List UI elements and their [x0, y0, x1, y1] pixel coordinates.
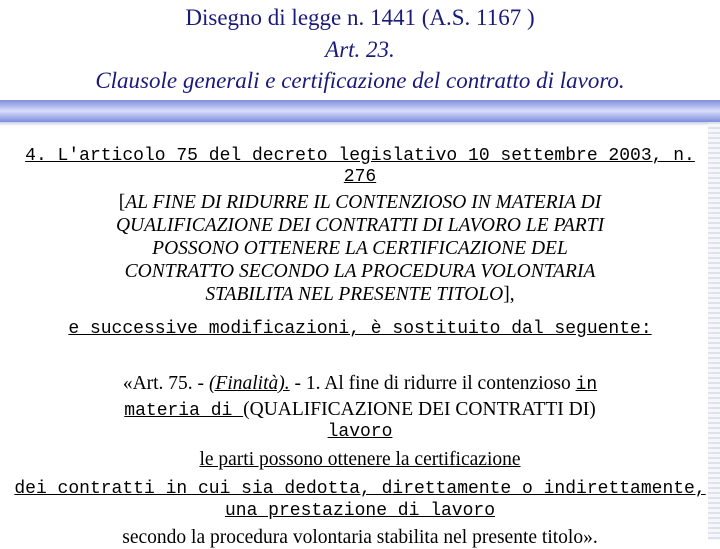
bracket-line-2: QUALIFICAZIONE DEI CONTRATTI DI LAVORO LE PARTI — [115, 215, 605, 236]
intro-line-2: 276 — [343, 167, 377, 187]
bracket-open: [ — [118, 192, 126, 213]
slide-title — [0, 0, 720, 100]
article-number: «Art. 75. - — [122, 373, 209, 394]
bracket-text-1: AL FINE DI RIDURRE IL CONTENZIOSO IN MATERIA DI — [125, 192, 602, 213]
article-line-2 — [0, 399, 720, 422]
article-text-qualificazione: (QUALIFICAZIONE DEI CONTRATTI DI) — [243, 399, 596, 420]
title-line-1: Disegno di legge n. 1441 (A.S. 1167 ) — [185, 5, 535, 30]
successive-modifications: e successive modificazioni, è sostituito dal seguente: — [68, 319, 652, 339]
article-line-6: una prestazione di lavoro — [224, 501, 496, 521]
article-text-1: - 1. Al fine di ridurre il contenzioso — [289, 373, 576, 394]
title-line-2: Art. 23. — [325, 37, 395, 62]
article-line-3: lavoro — [327, 422, 393, 442]
bracket-line-3: POSSONO OTTENERE LA CERTIFICAZIONE DEL — [152, 238, 568, 259]
article-heading: (Finalità). — [208, 373, 290, 394]
bracket-close: ], — [503, 284, 515, 305]
article-line-5: dei contratti in cui sia dedotta, direttamente o indirettamente, — [14, 479, 706, 499]
article-line-4: le parti possono ottenere la certificazione — [199, 449, 521, 470]
title-line-3: Clausole generali e certificazione del contratto di lavoro. — [95, 68, 625, 93]
bracket-line-1 — [0, 192, 720, 214]
intro-line-1: 4. L'articolo 75 del decreto legislativo 10 settembre 2003, n. — [25, 146, 695, 166]
article-text-in: in — [575, 375, 598, 395]
bracket-text-5: STABILITA NEL PRESENTE TITOLO — [205, 284, 504, 305]
article-line-1 — [0, 373, 720, 396]
article-line-7: secondo la procedura volontaria stabilita nel presente titolo». — [122, 527, 598, 548]
bracket-line-4: CONTRATTO SECONDO LA PROCEDURA VOLONTARIA — [124, 261, 596, 282]
decorative-header-bar — [0, 100, 720, 122]
article-text-materia: materia di — [124, 401, 244, 421]
bracket-line-5 — [0, 284, 720, 306]
